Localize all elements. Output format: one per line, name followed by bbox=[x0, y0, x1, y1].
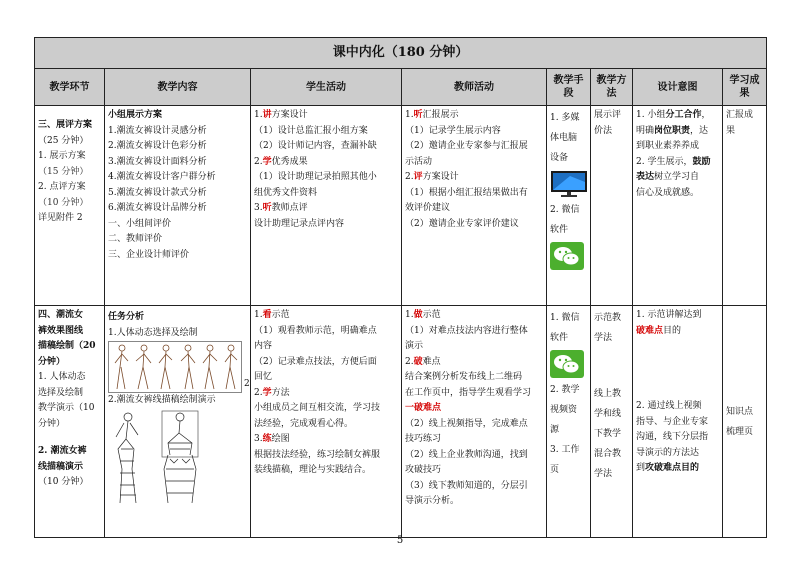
teacher-line: （2）线上企业教师沟通，找到 bbox=[405, 449, 528, 460]
teacher-line: （1）记录学生展示内容 bbox=[405, 125, 501, 136]
stage-title: 线描稿演示 bbox=[38, 461, 84, 472]
stage-cell bbox=[35, 306, 105, 538]
stage-line: 选择及绘制 bbox=[38, 387, 84, 398]
lesson-table-page bbox=[34, 37, 766, 538]
intent-bold: 分工合作 bbox=[665, 110, 702, 120]
means-line: 体电脑 bbox=[550, 133, 578, 143]
intent-text: ，达 bbox=[690, 125, 709, 136]
content-item: 1.人体动态选择及绘制 bbox=[108, 327, 198, 338]
table-row bbox=[35, 106, 767, 306]
teacher-line: （1）对难点技法内容进行整体 bbox=[405, 325, 528, 336]
outcome-line: 汇报成 bbox=[726, 110, 754, 120]
content-item: 2.潮流女裤设计色彩分析 bbox=[108, 141, 207, 151]
method-cell bbox=[591, 306, 633, 538]
teacher-line: （2）线上视频指导，完成难点 bbox=[405, 418, 528, 429]
student-verb: 学 bbox=[262, 156, 272, 167]
intent-bold: 鼓励 bbox=[692, 156, 711, 167]
monitor-icon bbox=[550, 170, 588, 198]
stage-cell bbox=[35, 106, 105, 306]
content-item: 2.潮流女裤线描稿绘制演示 bbox=[108, 395, 216, 405]
content-cell bbox=[105, 306, 251, 538]
stage-title: 三、展评方案 bbox=[38, 120, 93, 130]
means-line: 1. 微信 bbox=[550, 313, 580, 323]
student-step: 绘图 bbox=[271, 434, 290, 444]
intent-text: 目的 bbox=[663, 325, 682, 336]
intent-text: ， bbox=[701, 110, 711, 120]
stage-title: 裤效果图线 bbox=[38, 325, 84, 336]
student-verb: 练 bbox=[262, 434, 272, 444]
outcome-line: 知识点 bbox=[726, 406, 754, 417]
teacher-line: （1）根据小组汇报结果做出有 bbox=[405, 187, 528, 198]
intent-text: 明确 bbox=[636, 125, 655, 136]
student-step: 方案设计 bbox=[271, 110, 308, 120]
outcome-cell bbox=[723, 306, 767, 538]
teacher-num: 2. bbox=[405, 172, 414, 182]
lesson-plan-table bbox=[34, 37, 767, 538]
teacher-step: 难点 bbox=[422, 356, 441, 367]
teacher-highlight: 一破难点 bbox=[405, 403, 442, 413]
student-line: 组优秀文件资料 bbox=[254, 187, 318, 198]
content-item: 一、小组间评价 bbox=[108, 218, 172, 229]
header-method: 教学方法 bbox=[591, 69, 633, 106]
method-cell bbox=[591, 106, 633, 306]
means-line: 3. 工作 bbox=[550, 445, 580, 455]
intent-text: 信心及成就感。 bbox=[636, 187, 700, 198]
content-title: 小组展示方案 bbox=[108, 110, 163, 120]
student-verb: 看 bbox=[262, 310, 272, 320]
means-cell bbox=[547, 306, 591, 538]
page-number: 5 bbox=[396, 535, 404, 546]
student-line: （1）观看教师示范，明确难点 bbox=[254, 325, 377, 336]
content-item: 1.潮流女裤设计灵感分析 bbox=[108, 125, 207, 136]
means-line: 1. 多媒 bbox=[550, 113, 580, 123]
intent-text: 2. 学生展示， bbox=[636, 156, 693, 167]
header-intent: 设计意图 bbox=[633, 69, 723, 106]
intent-cell bbox=[633, 106, 723, 306]
stage-title: 四、潮流女 bbox=[38, 310, 84, 320]
intent-text: 1. 示范讲解达到 bbox=[636, 310, 702, 320]
header-content: 教学内容 bbox=[105, 69, 251, 106]
student-step: 教师点评 bbox=[271, 203, 308, 213]
teacher-line: （2）邀请企业专家参与汇报展 bbox=[405, 141, 528, 151]
means-line: 软件 bbox=[550, 333, 569, 343]
teacher-verb: 破 bbox=[413, 356, 423, 367]
teacher-line: 在工作页中，指导学生观看学习 bbox=[405, 387, 532, 398]
intent-text: 沟通，线下分层指 bbox=[636, 432, 709, 442]
teacher-line: 技巧练习 bbox=[405, 434, 442, 444]
intent-text: 树立学习自 bbox=[654, 172, 700, 182]
student-verb: 学 bbox=[262, 387, 272, 398]
method-line: 展示评 bbox=[594, 110, 622, 120]
student-line: （2）设计师记内容，查漏补缺 bbox=[254, 141, 377, 151]
student-line: 内容 bbox=[254, 341, 273, 351]
teacher-activity-cell: 1.听汇报展示 （1）记录学生展示内容 （2）邀请企业专家参与汇报展 示活动 2.评方案设计 （1）根据小组汇报结果做出有 效评价建议 （2）邀请企业专家评价建议 bbox=[402, 106, 547, 306]
header-student: 学生活动 bbox=[251, 69, 402, 106]
method-line: 下教学 bbox=[594, 429, 622, 439]
stage-line: 1. 展示方案 bbox=[38, 151, 86, 161]
stage-line: （10 分钟） bbox=[38, 197, 89, 208]
student-line: （1）设计总监汇报小组方案 bbox=[254, 125, 368, 136]
method-line: 混合教 bbox=[594, 449, 622, 459]
intent-text: 导演示的方法达 bbox=[636, 447, 700, 458]
student-num: 1. bbox=[254, 310, 263, 320]
header-outcome: 学习成果 bbox=[723, 69, 767, 106]
student-line: 小组成员之间互相交流，学习技 bbox=[254, 403, 381, 413]
means-line: 视频资 bbox=[550, 405, 578, 415]
teacher-line: 结合案例分析发布线上二维码 bbox=[405, 372, 523, 382]
method-line: 学法 bbox=[594, 333, 613, 343]
teacher-line: （3）线下教师知道的，分层引 bbox=[405, 480, 528, 491]
stage-line: 1. 人体动态 bbox=[38, 372, 86, 382]
intent-text: 指导、与企业专家 bbox=[636, 416, 709, 427]
student-activity-cell: 1.讲方案设计 （1）设计总监汇报小组方案 （2）设计师记内容，查漏补缺 2.学优秀成果 （1）设计助理记录拍照其他小 组优秀文件资料 3.听教师点评 设计助理记录点评内容 bbox=[251, 106, 402, 306]
method-line: 学法 bbox=[594, 469, 613, 479]
stage-line: （10 分钟） bbox=[38, 477, 89, 487]
student-line: 法经验，完成观看心得。 bbox=[254, 418, 354, 429]
stage-line: 教学演示（10 bbox=[38, 403, 95, 413]
content-item: 4.潮流女裤设计客户群分析 bbox=[108, 172, 216, 182]
student-step: 示范 bbox=[271, 310, 290, 320]
content-item: 5.潮流女裤设计款式分析 bbox=[108, 187, 207, 198]
student-verb: 听 bbox=[262, 203, 272, 213]
means-line: 设备 bbox=[550, 153, 569, 163]
figure-tag: 2 bbox=[244, 379, 250, 389]
teacher-step: 示范 bbox=[422, 310, 441, 320]
stage-title: 2. 潮流女裤 bbox=[38, 446, 87, 456]
intent-bold: 岗位职责 bbox=[654, 125, 691, 136]
wechat-icon bbox=[550, 242, 584, 270]
intent-text: 到 bbox=[636, 463, 646, 473]
means-line: 2. 教学 bbox=[550, 385, 580, 395]
teacher-verb: 评 bbox=[413, 172, 423, 182]
method-line: 线上教 bbox=[594, 389, 622, 399]
figure-poses-sketch bbox=[108, 341, 242, 393]
stage-line: （25 分钟） bbox=[38, 135, 89, 146]
content-item: 二、教师评价 bbox=[108, 234, 163, 244]
teacher-line: （2）邀请企业专家评价建议 bbox=[405, 218, 519, 229]
means-cell bbox=[547, 106, 591, 306]
intent-bold: 表达 bbox=[636, 172, 655, 182]
outcome-line: 果 bbox=[726, 125, 736, 136]
teacher-step: 方案设计 bbox=[422, 172, 459, 182]
intent-bold: 攻破难点目的 bbox=[645, 463, 700, 473]
header-means: 教学手段 bbox=[547, 69, 591, 106]
wechat-icon bbox=[550, 350, 584, 378]
intent-highlight: 破难点 bbox=[636, 325, 664, 336]
method-line: 学和线 bbox=[594, 409, 622, 419]
teacher-line: 效评价建议 bbox=[405, 203, 451, 213]
table-row bbox=[35, 306, 767, 538]
stage-line: 2. 点评方案 bbox=[38, 182, 86, 192]
method-line: 价法 bbox=[594, 125, 613, 136]
stage-title: 分钟） bbox=[38, 356, 66, 367]
stage-line: 分钟） bbox=[38, 418, 66, 429]
content-item: 三、企业设计师评价 bbox=[108, 249, 190, 260]
header-stage: 教学环节 bbox=[35, 69, 105, 106]
pants-line-drawing bbox=[108, 409, 212, 507]
table-title: 课中内化（180 分钟） bbox=[35, 38, 767, 69]
student-step: 优秀成果 bbox=[271, 156, 308, 167]
stage-title: 描稿绘制（20 bbox=[38, 341, 96, 351]
student-num: 2. bbox=[254, 387, 263, 398]
teacher-num: 1. bbox=[405, 310, 414, 320]
means-line: 软件 bbox=[550, 225, 569, 235]
stage-line: 详见附件 2 bbox=[38, 213, 83, 223]
teacher-step: 汇报展示 bbox=[422, 110, 459, 120]
intent-text: 1. 小组 bbox=[636, 110, 666, 120]
student-line: （2）记录难点技法，方便后面 bbox=[254, 356, 377, 367]
teacher-verb: 听 bbox=[413, 110, 423, 120]
student-num: 3. bbox=[254, 434, 263, 444]
student-num: 3. bbox=[254, 203, 263, 213]
intent-text: 到职业素养养成 bbox=[636, 141, 700, 151]
teacher-num: 2. bbox=[405, 356, 414, 367]
teacher-line: 示活动 bbox=[405, 156, 433, 167]
content-item: 6.潮流女裤设计品牌分析 bbox=[108, 203, 207, 213]
outcome-line: 梳理页 bbox=[726, 426, 754, 437]
content-cell bbox=[105, 106, 251, 306]
student-step: 方法 bbox=[271, 387, 290, 398]
outcome-cell bbox=[723, 106, 767, 306]
student-verb: 讲 bbox=[262, 110, 272, 120]
student-line: 设计助理记录点评内容 bbox=[254, 218, 345, 229]
student-line: （1）设计助理记录拍照其他小 bbox=[254, 172, 377, 182]
content-item: 3.潮流女裤设计面料分析 bbox=[108, 156, 207, 167]
means-line: 页 bbox=[550, 465, 560, 475]
content-title: 任务分析 bbox=[108, 312, 145, 322]
student-line: 装线描稿，理论与实践结合。 bbox=[254, 465, 372, 475]
stage-line: （15 分钟） bbox=[38, 166, 89, 177]
student-line: 回忆 bbox=[254, 372, 273, 382]
intent-cell bbox=[633, 306, 723, 538]
teacher-line: 演示 bbox=[405, 341, 424, 351]
teacher-activity-cell bbox=[402, 306, 547, 538]
teacher-line: 导演示分析。 bbox=[405, 496, 460, 506]
header-teacher: 教师活动 bbox=[402, 69, 547, 106]
means-line: 源 bbox=[550, 425, 560, 435]
student-activity-cell bbox=[251, 306, 402, 538]
means-line: 2. 微信 bbox=[550, 205, 580, 215]
teacher-verb: 做 bbox=[413, 310, 423, 320]
teacher-line: 攻破技巧 bbox=[405, 465, 442, 475]
intent-text: 2. 通过线上视频 bbox=[636, 401, 702, 411]
student-num: 2. bbox=[254, 156, 263, 167]
method-line: 示范教 bbox=[594, 313, 622, 323]
student-line: 根据技法经验，练习绘制女裤服 bbox=[254, 449, 381, 460]
